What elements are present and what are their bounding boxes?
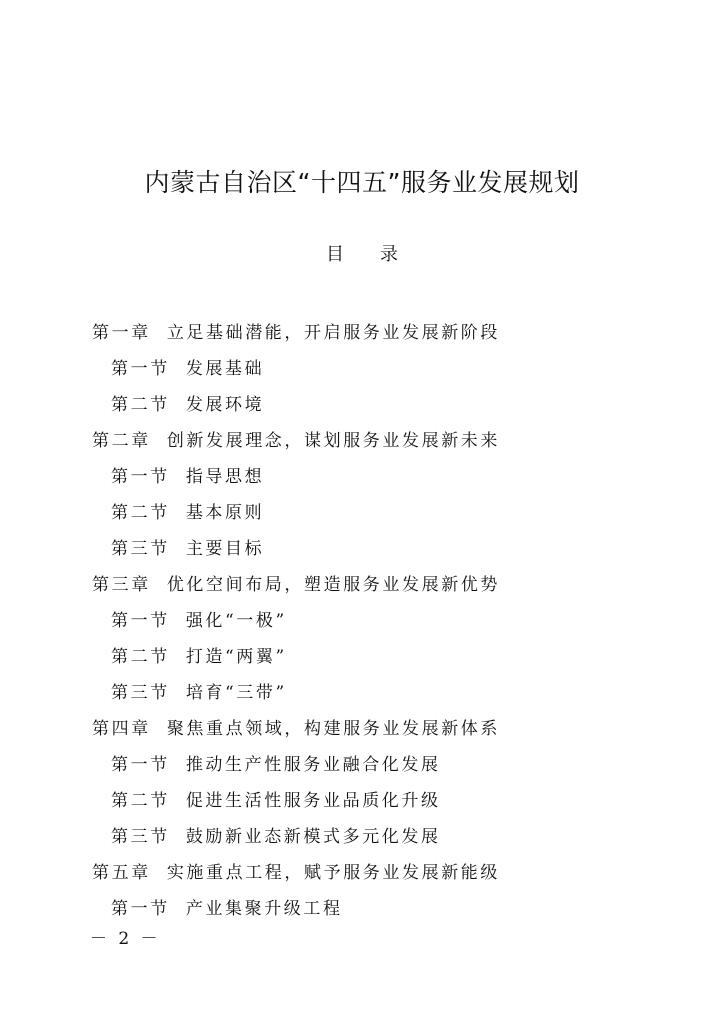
toc-entry-number: 第一节	[111, 359, 170, 379]
toc-section-2-3	[92, 531, 652, 567]
toc-entry-number: 第三章	[92, 575, 151, 595]
toc-entry-number: 第三节	[111, 827, 170, 847]
toc-heading	[0, 242, 724, 268]
toc-entry-number: 第二节	[111, 395, 170, 415]
toc-chapter-2	[92, 423, 652, 459]
toc-section-1-2	[92, 387, 652, 423]
toc-entry-text: 聚焦重点领域，构建服务业发展新体系	[166, 719, 501, 739]
table-of-contents	[92, 315, 652, 927]
toc-entry-text: 创新发展理念，谋划服务业发展新未来	[166, 431, 501, 451]
toc-heading-char-1: 目	[326, 244, 344, 265]
toc-entry-number: 第一节	[111, 611, 170, 631]
page-number: － 2 －	[90, 929, 161, 949]
toc-entry-text: 优化空间布局，塑造服务业发展新优势	[166, 575, 501, 595]
document-title: 内蒙古自治区“十四五”服务业发展规划	[144, 168, 580, 197]
toc-entry-text: 立足基础潜能，开启服务业发展新阶段	[166, 323, 501, 343]
toc-entry-text: 培育“三带”	[185, 683, 287, 703]
toc-entry-number: 第二章	[92, 431, 151, 451]
toc-entry-text: 发展基础	[185, 359, 265, 379]
toc-entry-number: 第二节	[111, 791, 170, 811]
toc-section-4-2	[92, 783, 652, 819]
toc-section-3-1	[92, 603, 652, 639]
toc-entry-text: 实施重点工程，赋予服务业发展新能级	[166, 863, 501, 883]
toc-entry-text: 基本原则	[185, 503, 265, 523]
toc-entry-text: 产业集聚升级工程	[185, 899, 343, 919]
toc-chapter-3	[92, 567, 652, 603]
toc-entry-text: 推动生产性服务业融合化发展	[185, 755, 441, 775]
toc-entry-number: 第三节	[111, 539, 170, 559]
toc-entry-number: 第一节	[111, 899, 170, 919]
toc-entry-text: 促进生活性服务业品质化升级	[185, 791, 441, 811]
toc-section-2-2	[92, 495, 652, 531]
toc-section-3-2	[92, 639, 652, 675]
toc-chapter-4	[92, 711, 652, 747]
toc-entry-number: 第五章	[92, 863, 151, 883]
toc-entry-number: 第一节	[111, 467, 170, 487]
toc-section-5-1	[92, 891, 652, 927]
toc-entry-number: 第一章	[92, 323, 151, 343]
toc-entry-text: 打造“两翼”	[185, 647, 287, 667]
toc-chapter-5	[92, 855, 652, 891]
toc-section-4-3	[92, 819, 652, 855]
toc-entry-number: 第二节	[111, 503, 170, 523]
toc-entry-text: 强化“一极”	[185, 611, 287, 631]
toc-entry-number: 第二节	[111, 647, 170, 667]
toc-entry-text: 主要目标	[185, 539, 265, 559]
toc-entry-number: 第三节	[111, 683, 170, 703]
toc-section-1-1	[92, 351, 652, 387]
toc-entry-number: 第四章	[92, 719, 151, 739]
toc-entry-text: 发展环境	[185, 395, 265, 415]
toc-entry-text: 指导思想	[185, 467, 265, 487]
toc-heading-char-2: 录	[380, 244, 398, 265]
toc-entry-text: 鼓励新业态新模式多元化发展	[185, 827, 441, 847]
toc-section-4-1	[92, 747, 652, 783]
toc-entry-number: 第一节	[111, 755, 170, 775]
toc-section-3-3	[92, 675, 652, 711]
toc-chapter-1	[92, 315, 652, 351]
toc-section-2-1	[92, 459, 652, 495]
